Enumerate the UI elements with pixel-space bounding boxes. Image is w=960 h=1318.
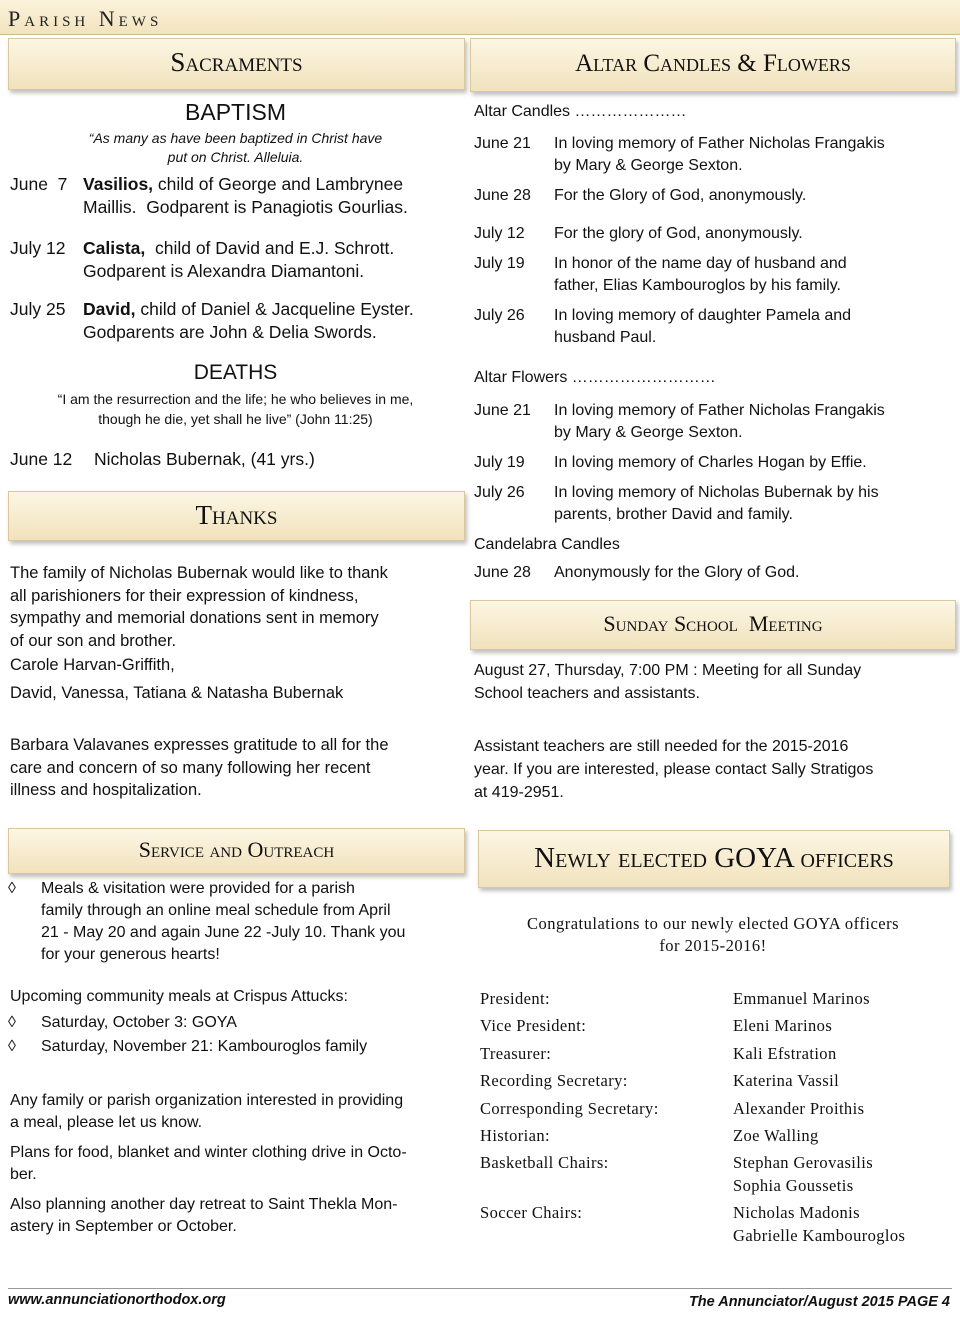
thanks-paragraph-2 xyxy=(10,734,465,802)
officer-name: Emmanuel Marinos xyxy=(733,989,870,1008)
thanks-banner xyxy=(8,491,465,541)
upcoming-item: Saturday, November 21: Kambouroglos family xyxy=(41,1038,368,1055)
candle-date: June 21 xyxy=(474,135,531,152)
service-line: a meal, please let us know. xyxy=(10,1114,203,1131)
officer-role: Vice President: xyxy=(480,1016,587,1035)
sunday-school-line: School teachers and assistants. xyxy=(474,685,700,702)
masthead-title: Parish News xyxy=(8,6,163,31)
officer-role: Basketball Chairs: xyxy=(480,1153,609,1172)
altar-banner xyxy=(470,38,956,92)
altar-candles-label: Altar Candles ………………… xyxy=(474,103,687,120)
baptism-detail-line2: Maillis. Godparent is Panagiotis Gourlias. xyxy=(83,197,408,217)
candle-date: July 26 xyxy=(474,307,525,324)
sunday-school-line: at 419-2951. xyxy=(474,784,564,801)
sunday-school-line: Assistant teachers are still needed for the 2015-2016 xyxy=(474,738,849,755)
service-line: astery in September or October. xyxy=(10,1218,237,1235)
flower-text: parents, brother David and family. xyxy=(554,506,793,523)
officer-name: Stephan Gerovasilis xyxy=(733,1153,874,1172)
altar-candles-section xyxy=(474,100,958,360)
thanks-line: Barbara Valavanes expresses gratitude to all for the xyxy=(10,736,389,754)
officer-role: Treasurer: xyxy=(480,1044,552,1063)
flower-date: July 26 xyxy=(474,484,525,501)
service-line: Also planning another day retreat to Saint Thekla Mon- xyxy=(10,1196,398,1213)
baptism-quote-line1: “As many as have been baptized in Christ have xyxy=(88,130,383,146)
flower-text: In loving memory of Charles Hogan by Effie. xyxy=(554,454,867,471)
officer-name: Katerina Vassil xyxy=(733,1071,840,1090)
baptism-quote-line2: put on Christ. Alleluia. xyxy=(167,149,304,165)
sunday-school-paragraph xyxy=(474,659,958,705)
sunday-school-banner xyxy=(470,600,956,650)
candle-text: In loving memory of daughter Pamela and xyxy=(554,307,852,324)
footer-issue: The Annunciator/August 2015 PAGE 4 xyxy=(688,1294,950,1310)
baptism-date: July 12 xyxy=(10,238,66,258)
flower-text: by Mary & George Sexton. xyxy=(554,424,743,441)
service-line: ber. xyxy=(10,1166,37,1183)
officer-name: Zoe Walling xyxy=(733,1126,819,1145)
thanks-heading: Thanks xyxy=(195,500,278,530)
diamond-bullet-icon: ◊ xyxy=(8,1014,16,1031)
candelabra-text: Anonymously for the Glory of God. xyxy=(554,564,800,581)
officer-role: Corresponding Secretary: xyxy=(480,1099,659,1118)
diamond-bullet-icon: ◊ xyxy=(8,1038,16,1055)
candle-text: In honor of the name day of husband and xyxy=(554,255,847,272)
baptism-detail: child of George and Lambrynee xyxy=(153,174,404,194)
baptism-name: David, xyxy=(83,299,136,319)
service-line: Any family or parish organization interested in providing xyxy=(10,1092,404,1109)
service-paragraph-2 xyxy=(10,1142,470,1186)
sunday-school-paragraph-2 xyxy=(474,735,958,804)
flower-date: July 19 xyxy=(474,454,525,471)
death-name: Nicholas Bubernak, (41 yrs.) xyxy=(94,449,315,469)
service-heading: Service and Outreach xyxy=(138,837,335,862)
sunday-school-heading: Sunday School Meeting xyxy=(603,611,823,636)
service-line: Meals & visitation were provided for a parish xyxy=(41,880,355,897)
candle-text: In loving memory of Father Nicholas Frangakis xyxy=(554,135,885,152)
service-banner xyxy=(8,828,465,874)
upcoming-item: Saturday, October 3: GOYA xyxy=(41,1014,237,1031)
officer-role: Historian: xyxy=(480,1126,550,1145)
thanks-line: illness and hospitalization. xyxy=(10,781,202,799)
candelabra-section xyxy=(474,536,958,588)
candle-date: June 28 xyxy=(474,187,531,204)
baptism-detail-line2: Godparents are John & Delia Swords. xyxy=(83,322,377,342)
flower-text: In loving memory of Father Nicholas Frangakis xyxy=(554,402,885,419)
thanks-line: of our son and brother. xyxy=(10,631,177,650)
footer-divider xyxy=(8,1288,952,1289)
baptism-detail-line2: Godparent is Alexandra Diamantoni. xyxy=(83,261,365,281)
thanks-line: The family of Nicholas Bubernak would like to thank xyxy=(10,564,388,582)
thanks-signature-2: David, Vanessa, Tatiana & Natasha Bubernak xyxy=(10,684,344,702)
officer-name-2: Sophia Goussetis xyxy=(733,1176,854,1195)
altar-heading: Altar Candles & Flowers xyxy=(575,50,851,77)
officer-name-2: Gabrielle Kambouroglos xyxy=(733,1226,906,1245)
service-line: family through an online meal schedule from April xyxy=(41,902,391,919)
officer-name: Kali Efstration xyxy=(733,1044,837,1063)
flower-text: In loving memory of Nicholas Bubernak by his xyxy=(554,484,879,501)
sunday-school-line: year. If you are interested, please contact Sally Stratigos xyxy=(474,761,874,778)
candle-text: For the glory of God, anonymously. xyxy=(554,225,803,242)
service-upcoming: Upcoming community meals at Crispus Attucks: xyxy=(10,988,348,1005)
goya-heading: Newly elected GOYA officers xyxy=(534,842,894,874)
footer-website-link[interactable]: www.annunciationorthodox.org xyxy=(8,1292,226,1308)
candle-text: father, Elias Kambouroglos by his family. xyxy=(554,277,841,294)
candle-text: husband Paul. xyxy=(554,329,657,346)
candle-date: July 12 xyxy=(474,225,525,242)
baptism-date: July 25 xyxy=(10,299,66,319)
service-paragraph-3 xyxy=(10,1194,470,1238)
baptism-date: June 7 xyxy=(10,174,68,194)
candelabra-label: Candelabra Candles xyxy=(474,536,620,553)
baptism-name: Vasilios, xyxy=(83,174,154,194)
baptism-detail: child of Daniel & Jacqueline Eyster. xyxy=(135,299,414,319)
thanks-line: all parishioners for their expression of kindness, xyxy=(10,586,359,605)
officer-name: Nicholas Madonis xyxy=(733,1203,860,1222)
officer-role: Recording Secretary: xyxy=(480,1071,628,1090)
thanks-signature-1: Carole Harvan-Griffith, xyxy=(10,656,175,674)
sacraments-banner xyxy=(8,38,465,90)
officer-role: President: xyxy=(480,989,550,1008)
officer-name: Eleni Marinos xyxy=(733,1016,833,1035)
officer-name: Alexander Proithis xyxy=(733,1099,865,1118)
service-line: for your generous hearts! xyxy=(41,946,220,963)
deaths-quote-line1: “I am the resurrection and the life; he who believes in me, xyxy=(57,391,414,407)
baptism-heading: BAPTISM xyxy=(185,99,286,125)
deaths-quote-line2: though he die, yet shall he live” (John 11:25) xyxy=(98,411,373,427)
officer-role: Soccer Chairs: xyxy=(480,1203,583,1222)
thanks-line: sympathy and memorial donations sent in memory xyxy=(10,609,379,627)
deaths-heading: DEATHS xyxy=(193,361,278,384)
thanks-line: care and concern of so many following her recent xyxy=(10,758,371,777)
baptism-detail: child of David and E.J. Schrott. xyxy=(145,238,395,258)
candle-text: For the Glory of God, anonymously. xyxy=(554,187,807,204)
goya-congrats-line: for 2015-2016! xyxy=(659,936,767,955)
sacraments-heading: Sacraments xyxy=(170,47,303,77)
candle-text: by Mary & George Sexton. xyxy=(554,157,743,174)
service-line: Plans for food, blanket and winter clothing drive in Octo- xyxy=(10,1144,407,1161)
service-line: 21 - May 20 and again June 22 -July 10. Thank you xyxy=(41,924,406,941)
candle-date: July 19 xyxy=(474,255,525,272)
goya-officers-table xyxy=(480,989,950,1249)
altar-flowers-section xyxy=(474,367,958,527)
candelabra-date: June 28 xyxy=(474,564,531,581)
service-paragraph xyxy=(10,1090,470,1134)
altar-flowers-label: Altar Flowers ……………………… xyxy=(474,369,716,386)
goya-congrats-line: Congratulations to our newly elected GOYA officers xyxy=(526,914,900,933)
diamond-bullet-icon: ◊ xyxy=(8,880,16,897)
death-date: June 12 xyxy=(10,449,73,469)
thanks-paragraph xyxy=(10,562,465,652)
sunday-school-line: August 27, Thursday, 7:00 PM : Meeting for all Sunday xyxy=(474,662,862,679)
goya-congrats xyxy=(478,913,948,957)
baptism-name: Calista, xyxy=(83,238,146,258)
goya-banner xyxy=(478,830,950,888)
flower-date: June 21 xyxy=(474,402,531,419)
